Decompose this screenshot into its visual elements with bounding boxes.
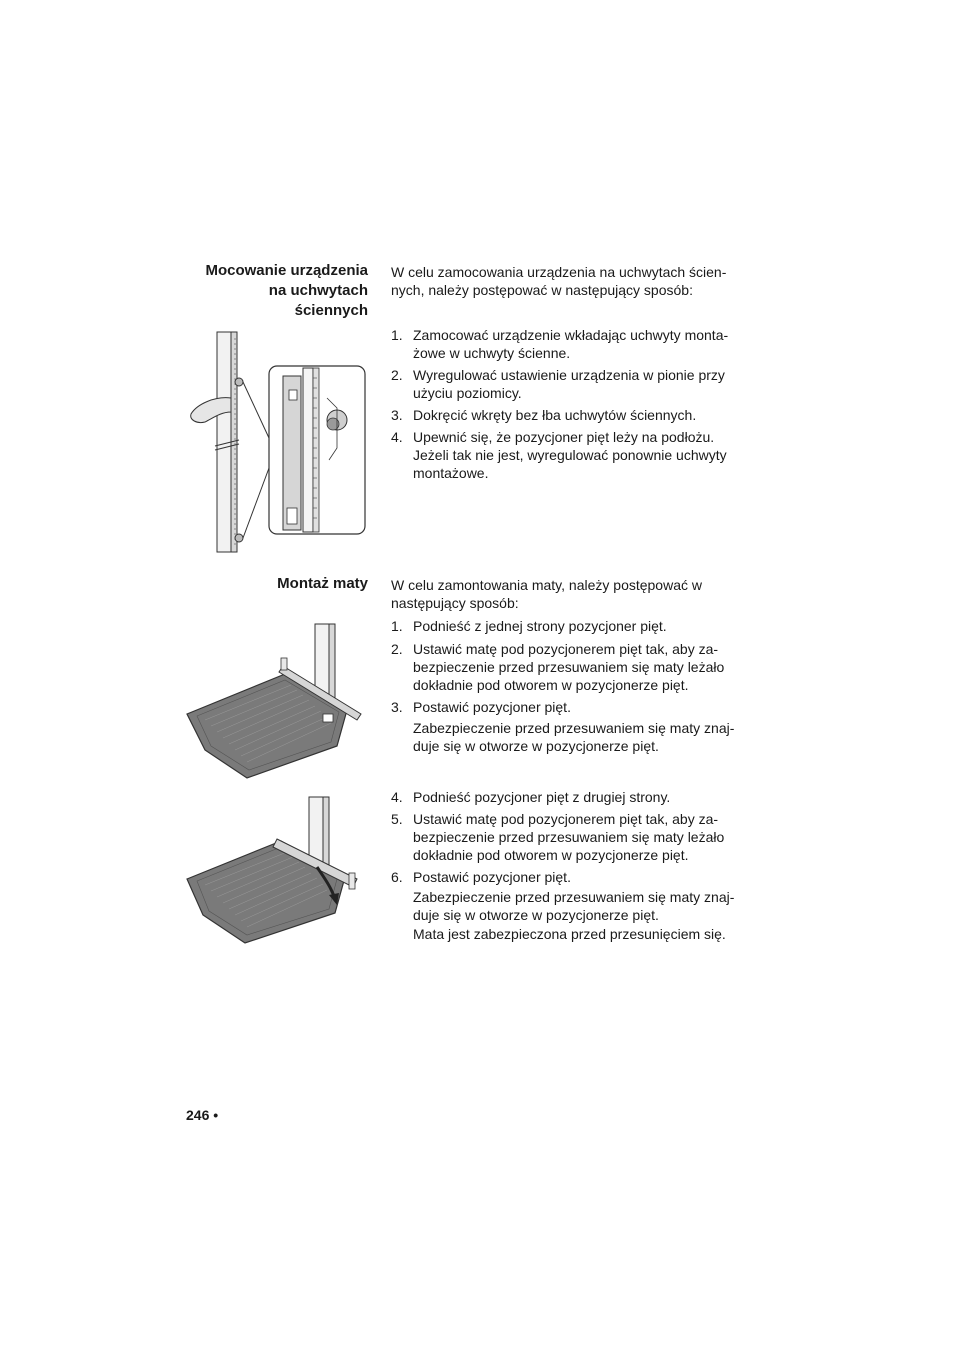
step-number: 4. xyxy=(391,429,403,445)
list-item xyxy=(391,698,751,755)
list-item xyxy=(391,366,751,402)
section-heading-mat-install: Montaż maty xyxy=(277,575,368,592)
list-item xyxy=(391,810,751,864)
step-number: 1. xyxy=(391,327,403,343)
step-number: 6. xyxy=(391,869,403,885)
step-note: duje się w otworze w pozycjonerze pięt. xyxy=(413,738,659,754)
page-number: 246 • xyxy=(186,1107,219,1123)
step-text: żowe w uchwyty ścienne. xyxy=(413,345,571,361)
step-text: montażowe. xyxy=(413,465,489,481)
section-intro-mat-install xyxy=(391,576,751,612)
step-text: Ustawić matę pod pozycjonerem pięt tak, aby za- xyxy=(413,811,719,827)
intro-line: W celu zamocowania urządzenia na uchwytach ścien- xyxy=(391,264,727,280)
step-text: bezpieczenie przed przesuwaniem się maty leżało xyxy=(413,829,725,845)
step-note: Zabezpieczenie przed przesuwaniem się maty znaj- xyxy=(413,889,735,905)
step-note: duje się w otworze w pozycjonerze pięt. xyxy=(413,907,659,923)
section-heading-wall-mount xyxy=(160,261,368,321)
wall-mount-illustration xyxy=(185,328,370,556)
step-text: Podnieść z jednej strony pozycjoner pięt. xyxy=(413,618,667,634)
step-text: Dokręcić wkręty bez łba uchwytów ściennych. xyxy=(413,407,697,423)
list-item xyxy=(391,640,751,694)
heading-line: Mocowanie urządzenia xyxy=(205,262,368,279)
step-text: Jeżeli tak nie jest, wyregulować ponownie uchwyty xyxy=(413,447,727,463)
list-item xyxy=(391,428,751,482)
intro-line: W celu zamontowania maty, należy postępować w xyxy=(391,577,702,593)
step-number: 2. xyxy=(391,641,403,657)
step-text: Wyregulować ustawienie urządzenia w pionie przy xyxy=(413,367,725,383)
step-text: Podnieść pozycjoner pięt z drugiej strony. xyxy=(413,789,671,805)
step-number: 5. xyxy=(391,811,403,827)
list-item xyxy=(391,326,751,362)
step-text: Postawić pozycjoner pięt. xyxy=(413,869,571,885)
step-number: 1. xyxy=(391,618,403,634)
steps-list-wall-mount xyxy=(391,326,751,482)
intro-line: następujący sposób: xyxy=(391,595,519,611)
list-item xyxy=(391,617,751,635)
intro-line: nych, należy postępować w następujący sposób: xyxy=(391,282,693,298)
list-item xyxy=(391,406,751,424)
mat-install-illustration-1 xyxy=(185,622,370,782)
step-note: Mata jest zabezpieczona przed przesunięciem się. xyxy=(413,926,726,942)
heading-line: na uchwytach xyxy=(268,282,368,299)
mat-install-illustration-2 xyxy=(185,795,370,945)
list-item xyxy=(391,788,751,806)
step-number: 3. xyxy=(391,699,403,715)
section-intro-wall-mount xyxy=(391,263,751,299)
step-number: 2. xyxy=(391,367,403,383)
step-text: bezpieczenie przed przesuwaniem się maty leżało xyxy=(413,659,725,675)
step-text: Postawić pozycjoner pięt. xyxy=(413,699,571,715)
step-text: Zamocować urządzenie wkładając uchwyty monta- xyxy=(413,327,729,343)
steps-list-mat-b xyxy=(391,788,751,943)
heading-line: ściennych xyxy=(294,302,368,319)
list-item xyxy=(391,868,751,943)
step-text: dokładnie pod otworem w pozycjonerze pięt. xyxy=(413,677,689,693)
step-note: Zabezpieczenie przed przesuwaniem się maty znaj- xyxy=(413,720,735,736)
steps-list-mat-a xyxy=(391,617,751,755)
step-text: użyciu poziomicy. xyxy=(413,385,522,401)
step-number: 3. xyxy=(391,407,403,423)
step-text: Ustawić matę pod pozycjonerem pięt tak, aby za- xyxy=(413,641,719,657)
step-text: dokładnie pod otworem w pozycjonerze pięt. xyxy=(413,847,689,863)
step-number: 4. xyxy=(391,789,403,805)
step-text: Upewnić się, że pozycjoner pięt leży na podłożu. xyxy=(413,429,715,445)
